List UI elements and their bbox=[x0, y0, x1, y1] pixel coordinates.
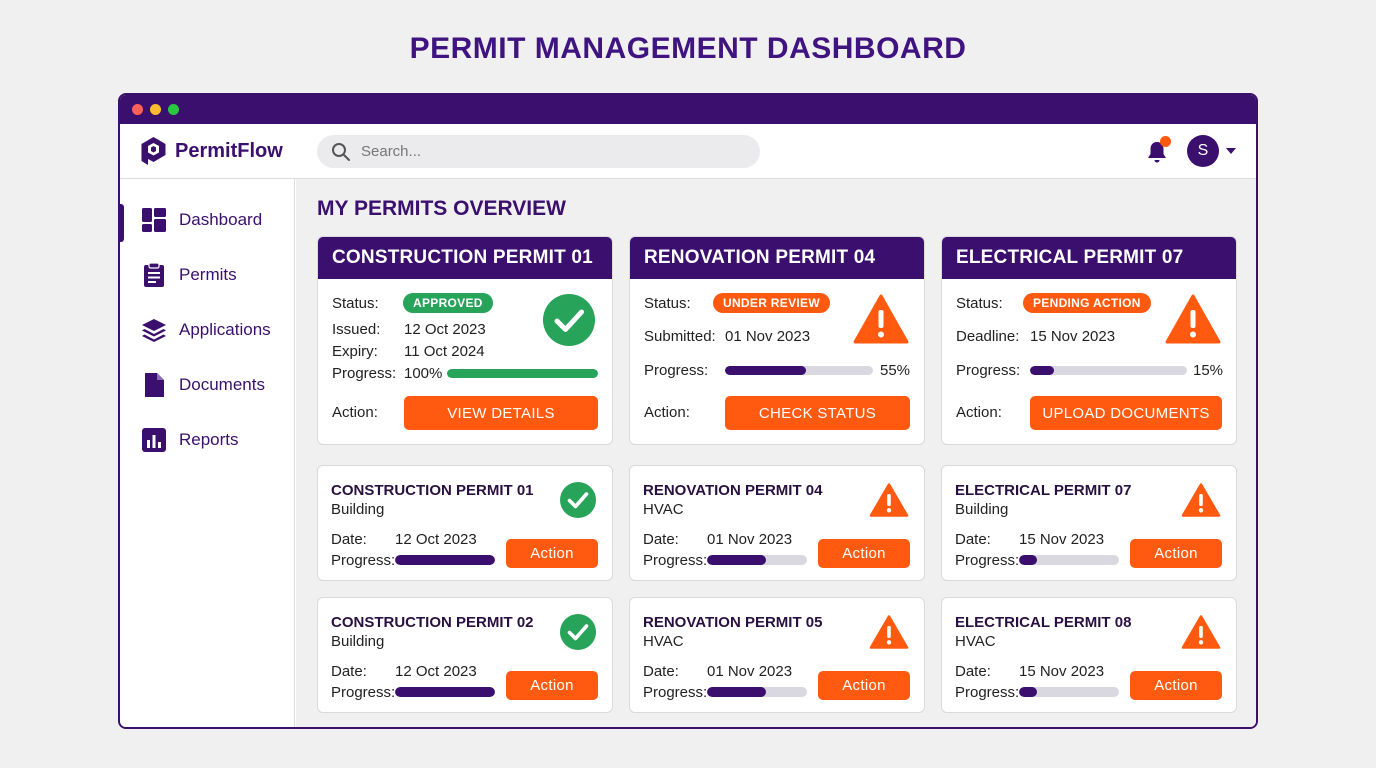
progress-bar-fill bbox=[1030, 366, 1054, 375]
progress-bar-fill bbox=[447, 369, 598, 378]
sidebar-item-label: Dashboard bbox=[179, 210, 263, 229]
card-title: ELECTRICAL PERMIT 07 bbox=[955, 482, 1132, 499]
progress-bar-fill bbox=[395, 687, 495, 697]
action-button[interactable]: Action bbox=[1130, 539, 1222, 568]
permit-type: HVAC bbox=[643, 633, 684, 650]
card-title: ELECTRICAL PERMIT 08 bbox=[955, 614, 1132, 631]
upload-documents-button[interactable]: UPLOAD DOCUMENTS bbox=[1030, 396, 1222, 430]
progress-label: Progress: bbox=[644, 362, 709, 379]
chevron-down-icon[interactable] bbox=[1226, 148, 1236, 154]
date-value: 01 Nov 2023 bbox=[707, 663, 793, 680]
check-circle-icon bbox=[559, 481, 597, 524]
submitted-label: Submitted: bbox=[644, 328, 716, 345]
deadline-date: 15 Nov 2023 bbox=[1030, 328, 1116, 345]
permit-mini-card bbox=[317, 465, 613, 581]
warning-triangle-icon bbox=[1165, 293, 1221, 345]
card-title: CONSTRUCTION PERMIT 01 bbox=[331, 482, 534, 499]
progress-bar-fill bbox=[1019, 555, 1037, 565]
search-input[interactable] bbox=[361, 143, 741, 160]
permit-mini-card bbox=[629, 597, 925, 713]
document-icon bbox=[141, 372, 167, 398]
progress-bar bbox=[707, 555, 807, 565]
date-label: Date: bbox=[643, 531, 679, 548]
card-title: RENOVATION PERMIT 04 bbox=[630, 237, 924, 279]
permit-mini-card bbox=[317, 597, 613, 713]
submitted-date: 01 Nov 2023 bbox=[725, 328, 811, 345]
check-circle-icon bbox=[542, 293, 596, 347]
status-badge: PENDING ACTION bbox=[1023, 293, 1151, 313]
progress-bar bbox=[1019, 687, 1119, 697]
action-label: Action: bbox=[332, 404, 378, 421]
progress-bar bbox=[1019, 555, 1119, 565]
warning-triangle-icon bbox=[869, 614, 909, 655]
dashboard-icon bbox=[141, 207, 167, 233]
sidebar-item-applications[interactable] bbox=[120, 310, 295, 350]
date-label: Date: bbox=[331, 663, 367, 680]
date-value: 12 Oct 2023 bbox=[395, 531, 477, 548]
layers-icon bbox=[141, 317, 167, 343]
progress-label: Progress: bbox=[332, 365, 397, 382]
warning-triangle-icon bbox=[1181, 614, 1221, 655]
status-badge: APPROVED bbox=[403, 293, 493, 313]
avatar[interactable]: S bbox=[1187, 135, 1219, 167]
action-button[interactable]: Action bbox=[1130, 671, 1222, 700]
action-label: Action: bbox=[956, 404, 1002, 421]
window-close-dot[interactable] bbox=[132, 104, 143, 115]
progress-value: 55% bbox=[880, 362, 911, 379]
date-label: Date: bbox=[643, 663, 679, 680]
progress-bar-fill bbox=[395, 555, 495, 565]
date-label: Date: bbox=[955, 663, 991, 680]
status-label: Status: bbox=[956, 295, 1003, 312]
sidebar-item-documents[interactable] bbox=[120, 365, 295, 405]
progress-bar-fill bbox=[1019, 687, 1037, 697]
action-button[interactable]: Action bbox=[506, 671, 598, 700]
permit-card-electrical-07 bbox=[941, 236, 1237, 445]
status-badge: UNDER REVIEW bbox=[713, 293, 830, 313]
action-button[interactable]: Action bbox=[818, 539, 910, 568]
date-value: 01 Nov 2023 bbox=[707, 531, 793, 548]
permit-type: HVAC bbox=[643, 501, 684, 518]
search-box[interactable] bbox=[317, 135, 760, 168]
progress-value: 100% bbox=[404, 365, 443, 382]
permit-mini-card bbox=[941, 465, 1237, 581]
permit-card-construction-01 bbox=[317, 236, 613, 445]
date-label: Date: bbox=[331, 531, 367, 548]
progress-label: Progress: bbox=[331, 552, 396, 569]
top-bar bbox=[120, 124, 1256, 179]
main-content bbox=[296, 179, 1258, 729]
action-button[interactable]: Action bbox=[506, 539, 598, 568]
search-icon bbox=[331, 142, 351, 162]
progress-bar-fill bbox=[707, 555, 766, 565]
progress-bar-fill bbox=[725, 366, 806, 375]
check-status-button[interactable]: CHECK STATUS bbox=[725, 396, 910, 430]
view-details-button[interactable]: VIEW DETAILS bbox=[404, 396, 598, 430]
warning-triangle-icon bbox=[869, 482, 909, 523]
app-window bbox=[118, 93, 1258, 729]
progress-label: Progress: bbox=[643, 552, 708, 569]
app-name: PermitFlow bbox=[175, 139, 283, 162]
check-circle-icon bbox=[559, 613, 597, 656]
sidebar-item-label: Permits bbox=[179, 265, 237, 284]
sidebar-item-label: Reports bbox=[179, 430, 239, 449]
progress-value: 15% bbox=[1193, 362, 1224, 379]
issued-label: Issued: bbox=[332, 321, 381, 338]
window-titlebar bbox=[120, 95, 1256, 124]
permitflow-logo-icon bbox=[140, 136, 167, 166]
permit-mini-card bbox=[941, 597, 1237, 713]
card-title: CONSTRUCTION PERMIT 01 bbox=[318, 237, 612, 279]
page-title: PERMIT MANAGEMENT DASHBOARD bbox=[409, 32, 967, 65]
progress-bar bbox=[447, 369, 598, 378]
card-title: ELECTRICAL PERMIT 07 bbox=[942, 237, 1236, 279]
expiry-label: Expiry: bbox=[332, 343, 378, 360]
section-title: MY PERMITS OVERVIEW bbox=[317, 197, 566, 220]
card-title: RENOVATION PERMIT 05 bbox=[643, 614, 823, 631]
date-value: 15 Nov 2023 bbox=[1019, 531, 1105, 548]
app-logo[interactable] bbox=[140, 136, 283, 166]
sidebar-item-label: Applications bbox=[179, 320, 271, 339]
progress-bar bbox=[395, 555, 495, 565]
progress-bar bbox=[725, 366, 873, 375]
clipboard-icon bbox=[141, 262, 167, 288]
sidebar-item-reports[interactable] bbox=[120, 420, 295, 460]
bar-chart-icon bbox=[141, 427, 167, 453]
action-button[interactable]: Action bbox=[818, 671, 910, 700]
card-title: RENOVATION PERMIT 04 bbox=[643, 482, 823, 499]
date-value: 12 Oct 2023 bbox=[395, 663, 477, 680]
progress-bar-fill bbox=[707, 687, 766, 697]
action-label: Action: bbox=[644, 404, 690, 421]
warning-triangle-icon bbox=[1181, 482, 1221, 523]
permit-type: HVAC bbox=[955, 633, 996, 650]
window-minimize-dot[interactable] bbox=[150, 104, 161, 115]
permit-type: Building bbox=[331, 633, 385, 650]
notification-badge bbox=[1160, 136, 1171, 147]
progress-label: Progress: bbox=[956, 362, 1021, 379]
status-label: Status: bbox=[644, 295, 691, 312]
permit-type: Building bbox=[955, 501, 1009, 518]
progress-label: Progress: bbox=[955, 684, 1020, 701]
sidebar bbox=[120, 179, 295, 729]
progress-bar bbox=[395, 687, 495, 697]
deadline-label: Deadline: bbox=[956, 328, 1020, 345]
warning-triangle-icon bbox=[853, 293, 909, 345]
card-title: CONSTRUCTION PERMIT 02 bbox=[331, 614, 534, 631]
permit-card-renovation-04 bbox=[629, 236, 925, 445]
date-value: 15 Nov 2023 bbox=[1019, 663, 1105, 680]
progress-bar bbox=[1030, 366, 1187, 375]
progress-label: Progress: bbox=[331, 684, 396, 701]
issued-date: 12 Oct 2023 bbox=[404, 321, 486, 338]
progress-label: Progress: bbox=[955, 552, 1020, 569]
sidebar-item-dashboard[interactable] bbox=[120, 200, 295, 240]
window-maximize-dot[interactable] bbox=[168, 104, 179, 115]
permit-mini-card bbox=[629, 465, 925, 581]
progress-label: Progress: bbox=[643, 684, 708, 701]
expiry-date: 11 Oct 2024 bbox=[404, 343, 485, 360]
sidebar-item-permits[interactable] bbox=[120, 255, 295, 295]
permit-type: Building bbox=[331, 501, 385, 518]
progress-bar bbox=[707, 687, 807, 697]
date-label: Date: bbox=[955, 531, 991, 548]
sidebar-item-label: Documents bbox=[179, 375, 265, 394]
status-label: Status: bbox=[332, 295, 379, 312]
